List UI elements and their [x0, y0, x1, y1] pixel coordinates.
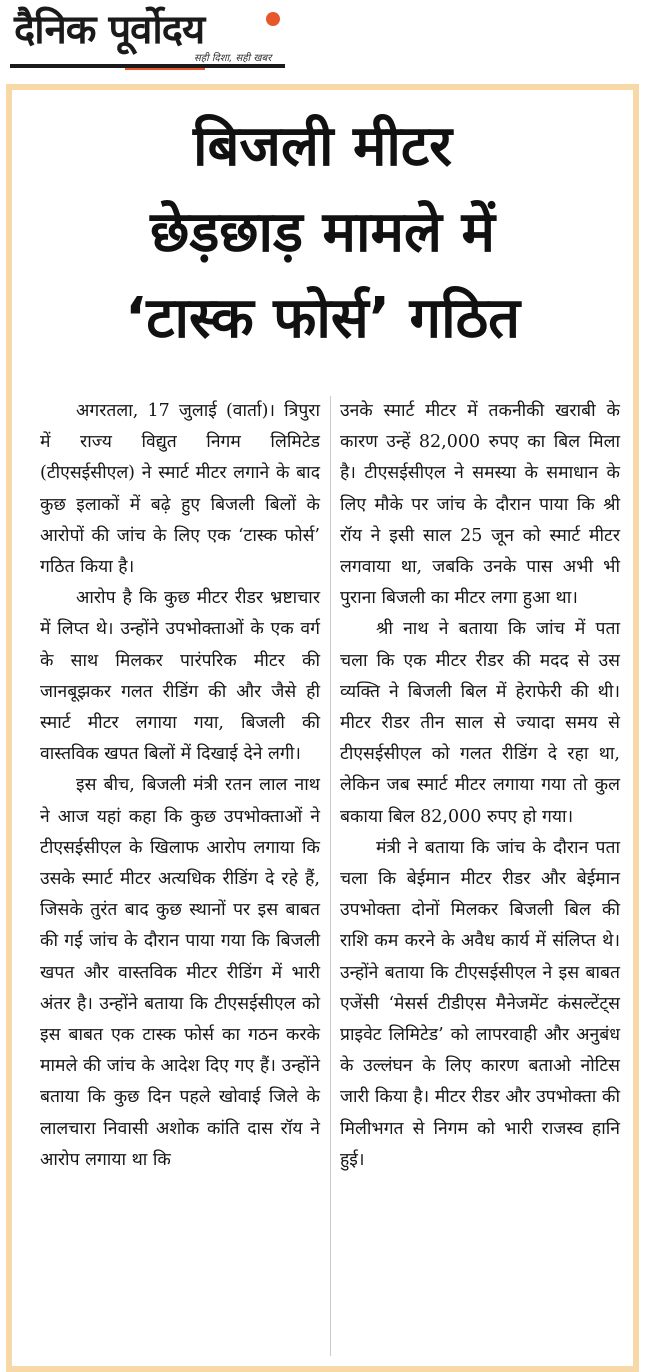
- headline-line: बिजली मीटर: [192, 114, 453, 179]
- headline-line: ‘टास्क फोर्स’ गठित: [124, 286, 521, 351]
- article-frame: [6, 84, 639, 1372]
- article-column-right: [340, 396, 620, 1356]
- article-paragraph: उनके स्मार्ट मीटर में तकनीकी खराबी के कारण उन्हें 82,000 रुपए का बिल मिला है। टीएसईसीएल ने समस्या के समाधान के लिए मौके पर जांच के दौरान पाया कि श्री रॉय ने इसी साल 25 जून को स्मार्ट मीटर लगवाया था, जबकि उनके पास अभी भी पुराना बिजली का मीटर लगा हुआ था।: [340, 401, 620, 609]
- article-paragraph: आरोप है कि कुछ मीटर रीडर भ्रष्टाचार में लिप्त थे। उन्होंने उपभोक्ताओं के एक वर्ग के साथ मिलकर पारंपरिक मीटर की जानबूझकर गलत रीडिंग की और जैसे ही स्मार्ट मीटर लगाया गया, बिजली की वास्तविक खपत बिलों में दिखाई देने लगी।: [40, 588, 320, 765]
- article-body: [40, 396, 620, 1356]
- article-paragraph: अगरतला, 17 जुलाई (वार्ता)। त्रिपुरा में राज्य विद्युत निगम लिमिटेड (टीएसईसीएल) ने स्मार्ट मीटर लगाने के बाद कुछ इलाकों में बढ़े हुए बिजली बिलों के आरोपों की जांच के लिए एक ‘टास्क फोर्स’ गठित किया है।: [40, 401, 320, 578]
- column-divider: [330, 396, 331, 1356]
- article-headline: [12, 104, 633, 362]
- masthead-rule-accent: [125, 68, 205, 70]
- newspaper-tagline: सही दिशा, सही खबर: [194, 53, 272, 64]
- logo-dot-icon: [266, 12, 280, 26]
- article-column-left: [40, 396, 320, 1356]
- article-paragraph: श्री नाथ ने बताया कि जांच में पता चला कि एक मीटर रीडर की मदद से उस व्यक्ति ने बिजली बिल में हेराफेरी की थी। मीटर रीडर तीन साल से ज्यादा समय से टीएसईसीएल को गलत रीडिंग दे रहा था, लेकिन जब स्मार्ट मीटर लगाया गया तो कुल बकाया बिल 82,000 रुपए हो गया।: [340, 619, 620, 827]
- newspaper-logo: दैनिक पूर्वोदय: [14, 7, 205, 53]
- article-paragraph: इस बीच, बिजली मंत्री रतन लाल नाथ ने आज यहां कहा कि कुछ उपभोक्ताओं ने टीएसईसीएल के खिलाफ आरोप लगाया कि उसके स्मार्ट मीटर अत्यधिक रीडिंग दे रहे हैं, जिसके तुरंत बाद कुछ स्थानों पर इस बाबत की गई जांच के दौरान पाया गया कि बिजली खपत और वास्तविक मीटर रीडिंग में भारी अंतर है। उन्होंने बताया कि टीएसईसीएल को इस बाबत एक टास्क फोर्स का गठन करके मामले की जांच के आदेश दिए गए हैं। उन्होंने बताया कि कुछ दिन पहले खोवाई जिले के लालचारा निवासी अशोक कांति दास रॉय ने आरोप लगाया था कि: [40, 775, 320, 1170]
- masthead: [0, 0, 645, 82]
- article-paragraph: मंत्री ने बताया कि जांच के दौरान पता चला कि बेईमान मीटर रीडर और बेईमान उपभोक्ता दोनों मिलकर बिजली बिल की राशि कम करने के अवैध कार्य में संलिप्त थे। उन्होंने बताया कि टीएसईसीएल ने इस बाबत एजेंसी ‘मेसर्स टीडीएस मैनेजमेंट कंसल्टेंट्स प्राइवेट लिमिटेड’ को लापरवाही और अनुबंध के उल्लंघन के लिए कारण बताओ नोटिस जारी किया है। मीटर रीडर और उपभोक्ता की मिलीभगत से निगम को भारी राजस्व हानि हुई।: [340, 837, 620, 1170]
- headline-line: छेड़छाड़ मामले में: [150, 200, 495, 265]
